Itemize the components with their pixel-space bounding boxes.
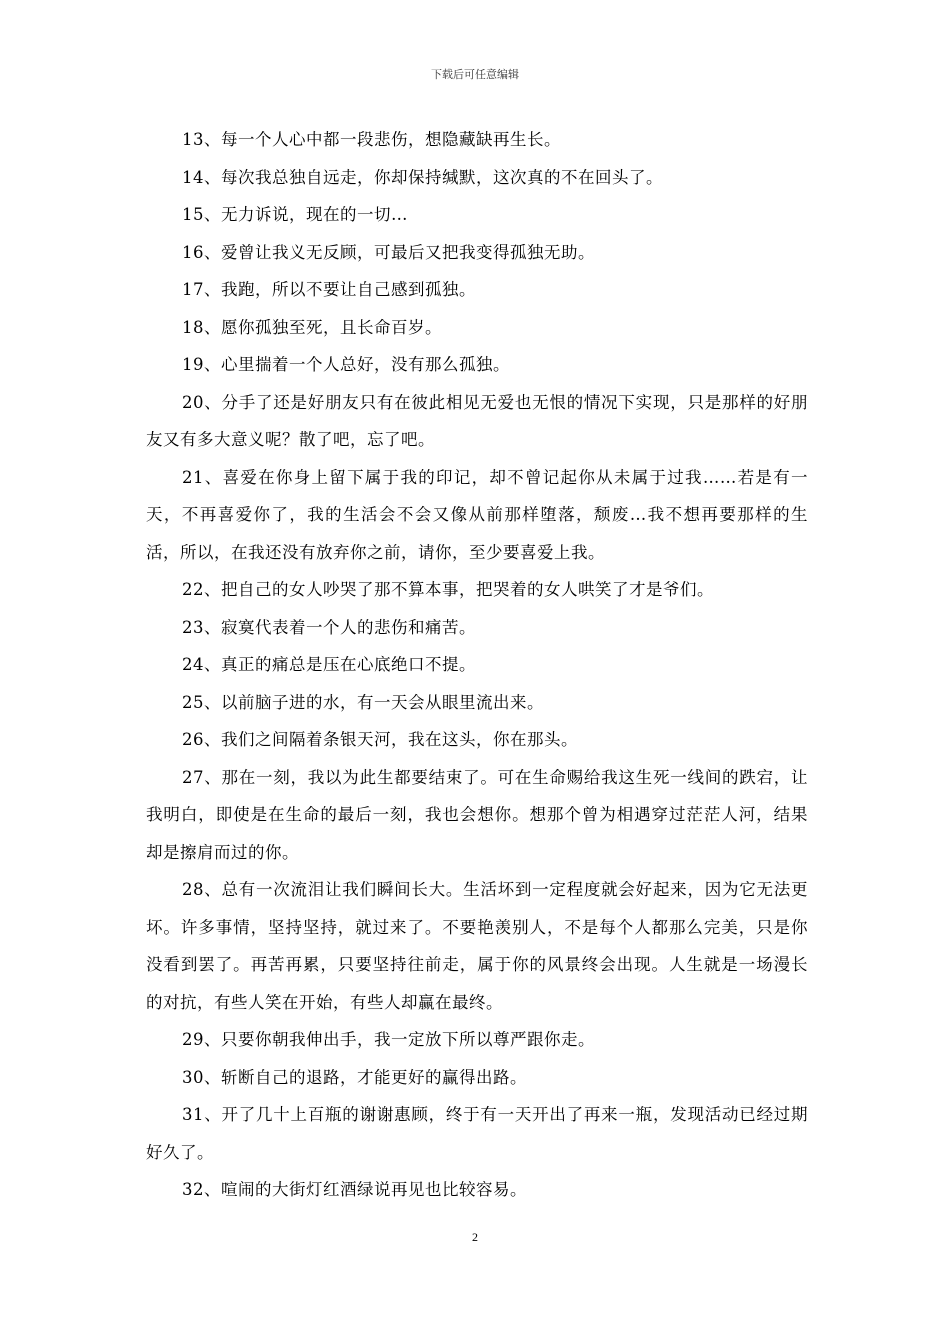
- page-number: 2: [472, 1230, 478, 1244]
- document-body: [146, 121, 808, 1209]
- paragraph-24: 24、真正的痛总是压在心底绝口不提。: [182, 655, 476, 674]
- paragraph-15: 15、无力诉说，现在的一切…: [182, 205, 408, 224]
- paragraph-19: 19、心里揣着一个人总好，没有那么孤独。: [182, 355, 510, 374]
- paragraph-26: 26、我们之间隔着条银天河，我在这头，你在那头。: [182, 730, 578, 749]
- paragraph-25: 25、以前脑子进的水，有一天会从眼里流出来。: [182, 692, 544, 712]
- paragraph-23: 23、寂寞代表着一个人的悲伤和痛苦。: [182, 617, 476, 637]
- paragraph-27: 27、那在一刻，我以为此生都要结束了。可在生命赐给我这生死一线间的跌宕，让我明白，即使是在生命的最后一刻，我也会想你。想那个曾为相遇穿过茫茫人河，结果却是擦肩而过的你。: [146, 767, 808, 862]
- paragraph-22: 22、把自己的女人吵哭了那不算本事，把哭着的女人哄笑了才是爷们。: [182, 580, 714, 599]
- paragraph-16: 16、爱曾让我义无反顾，可最后又把我变得孤独无助。: [182, 242, 595, 262]
- paragraph-29: 29、只要你朝我伸出手，我一定放下所以尊严跟你走。: [182, 1030, 595, 1049]
- paragraph-20: 20、分手了还是好朋友只有在彼此相见无爱也无恨的情况下实现，只是那样的好朋友又有多大意义呢？散了吧，忘了吧。: [146, 392, 808, 449]
- paragraph-28: 28、总有一次流泪让我们瞬间长大。生活坏到一定程度就会好起来，因为它无法更坏。许多事情，坚持坚持，就过来了。不要艳羡别人，不是每个人都那么完美，只是你没看到罢了。再苦再累，只要坚持往前走，属于你的风景终会出现。人生就是一场漫长的对抗，有些人笑在开始，有些人却赢在最终。: [146, 880, 808, 1012]
- page-header: 下载后可任意编辑: [431, 68, 519, 81]
- paragraph-31: 31、开了几十上百瓶的谢谢惠顾，终于有一天开出了再来一瓶，发现活动已经过期好久了。: [146, 1105, 808, 1162]
- paragraph-30: 30、斩断自己的退路，才能更好的赢得出路。: [182, 1067, 527, 1087]
- paragraph-14: 14、每次我总独自远走，你却保持缄默，这次真的不在回头了。: [182, 167, 663, 187]
- paragraph-13: 13、每一个人心中都一段悲伤，想隐藏缺再生长。: [182, 130, 561, 149]
- paragraph-18: 18、愿你孤独至死，且长命百岁。: [182, 317, 442, 337]
- paragraph-32: 32、喧闹的大街灯红酒绿说再见也比较容易。: [182, 1180, 527, 1199]
- paragraph-17: 17、我跑，所以不要让自己感到孤独。: [182, 280, 476, 299]
- paragraph-21: 21、喜爱在你身上留下属于我的印记，却不曾记起你从未属于过我……若是有一天，不再喜爱你了，我的生活会不会又像从前那样堕落，颓废…我不想再要那样的生活，所以，在我还没有放弃你之前，请你，至少要喜爱上我。: [146, 467, 808, 562]
